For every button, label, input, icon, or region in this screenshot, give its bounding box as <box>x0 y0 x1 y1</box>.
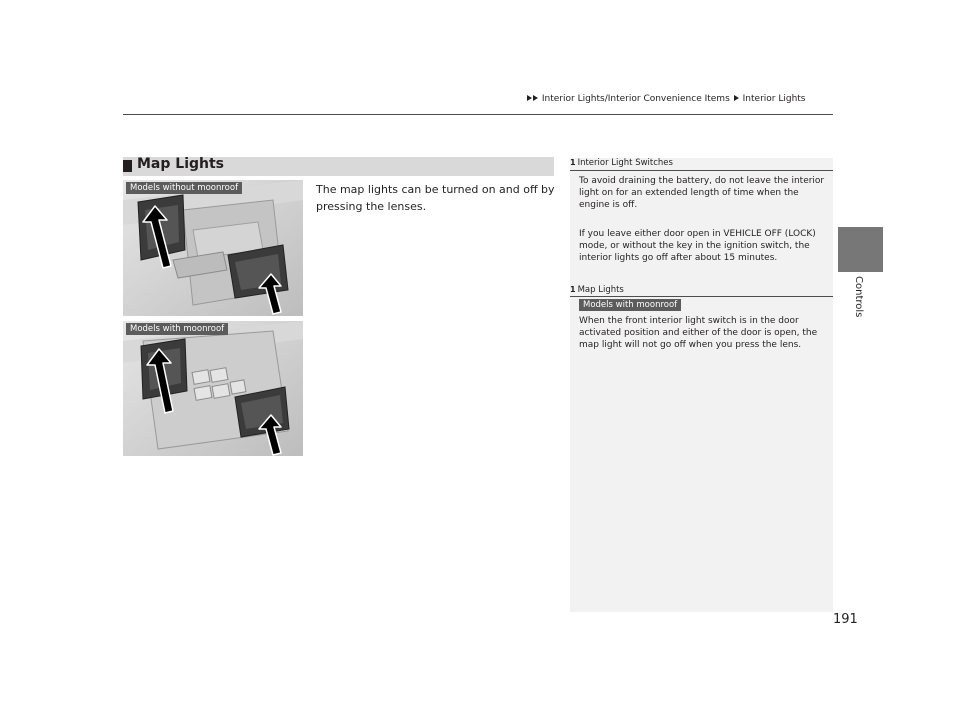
breadcrumb-arrow-icon <box>527 95 532 101</box>
note-heading-interior-light-switches: 1 Interior Light Switches <box>570 158 673 168</box>
models-badge: Models with moonroof <box>579 299 681 311</box>
breadcrumb-arrow-icon <box>533 95 538 101</box>
figure-without-moonroof <box>123 180 303 316</box>
section-title: Map Lights <box>137 156 225 172</box>
page-number: 191 <box>833 612 858 627</box>
chapter-tab-label: Controls <box>853 276 864 318</box>
note-marker: 1 <box>570 285 576 294</box>
breadcrumb-part-2[interactable]: Interior Lights <box>742 94 806 104</box>
notes-panel <box>570 158 833 612</box>
breadcrumb <box>527 94 806 104</box>
note-paragraph: If you leave either door open in VEHICLE OFF (LOCK) mode, or without the key in the ignition switch, the interior lights go off after about 15 minutes. <box>579 229 816 263</box>
figure-label: Models without moonroof <box>126 182 242 194</box>
breadcrumb-part-1[interactable]: Interior Lights/Interior Convenience Items <box>541 94 730 104</box>
note-marker: 1 <box>570 158 576 167</box>
note-divider <box>570 170 833 171</box>
figure-with-moonroof <box>123 321 303 456</box>
heading-square-icon <box>123 160 132 172</box>
note-heading-map-lights: 1 Map Lights <box>570 285 624 295</box>
section-body-text: The map lights can be turned on and off by pressing the lenses. <box>316 183 555 213</box>
note-paragraph: When the front interior light switch is in the door activated position and either of the door is open, the map light will not go off when you press the lens. <box>579 316 818 350</box>
header-divider <box>123 114 833 115</box>
figure-label: Models with moonroof <box>126 323 228 335</box>
map-lights-illustration <box>123 180 303 316</box>
note-divider <box>570 296 833 297</box>
breadcrumb-arrow-icon <box>734 95 739 101</box>
chapter-tab-marker <box>838 227 883 272</box>
map-lights-moonroof-illustration <box>123 321 303 456</box>
section-heading <box>123 157 554 176</box>
note-paragraph: To avoid draining the battery, do not leave the interior light on for an extended length of time when the engine is off. <box>579 176 825 210</box>
